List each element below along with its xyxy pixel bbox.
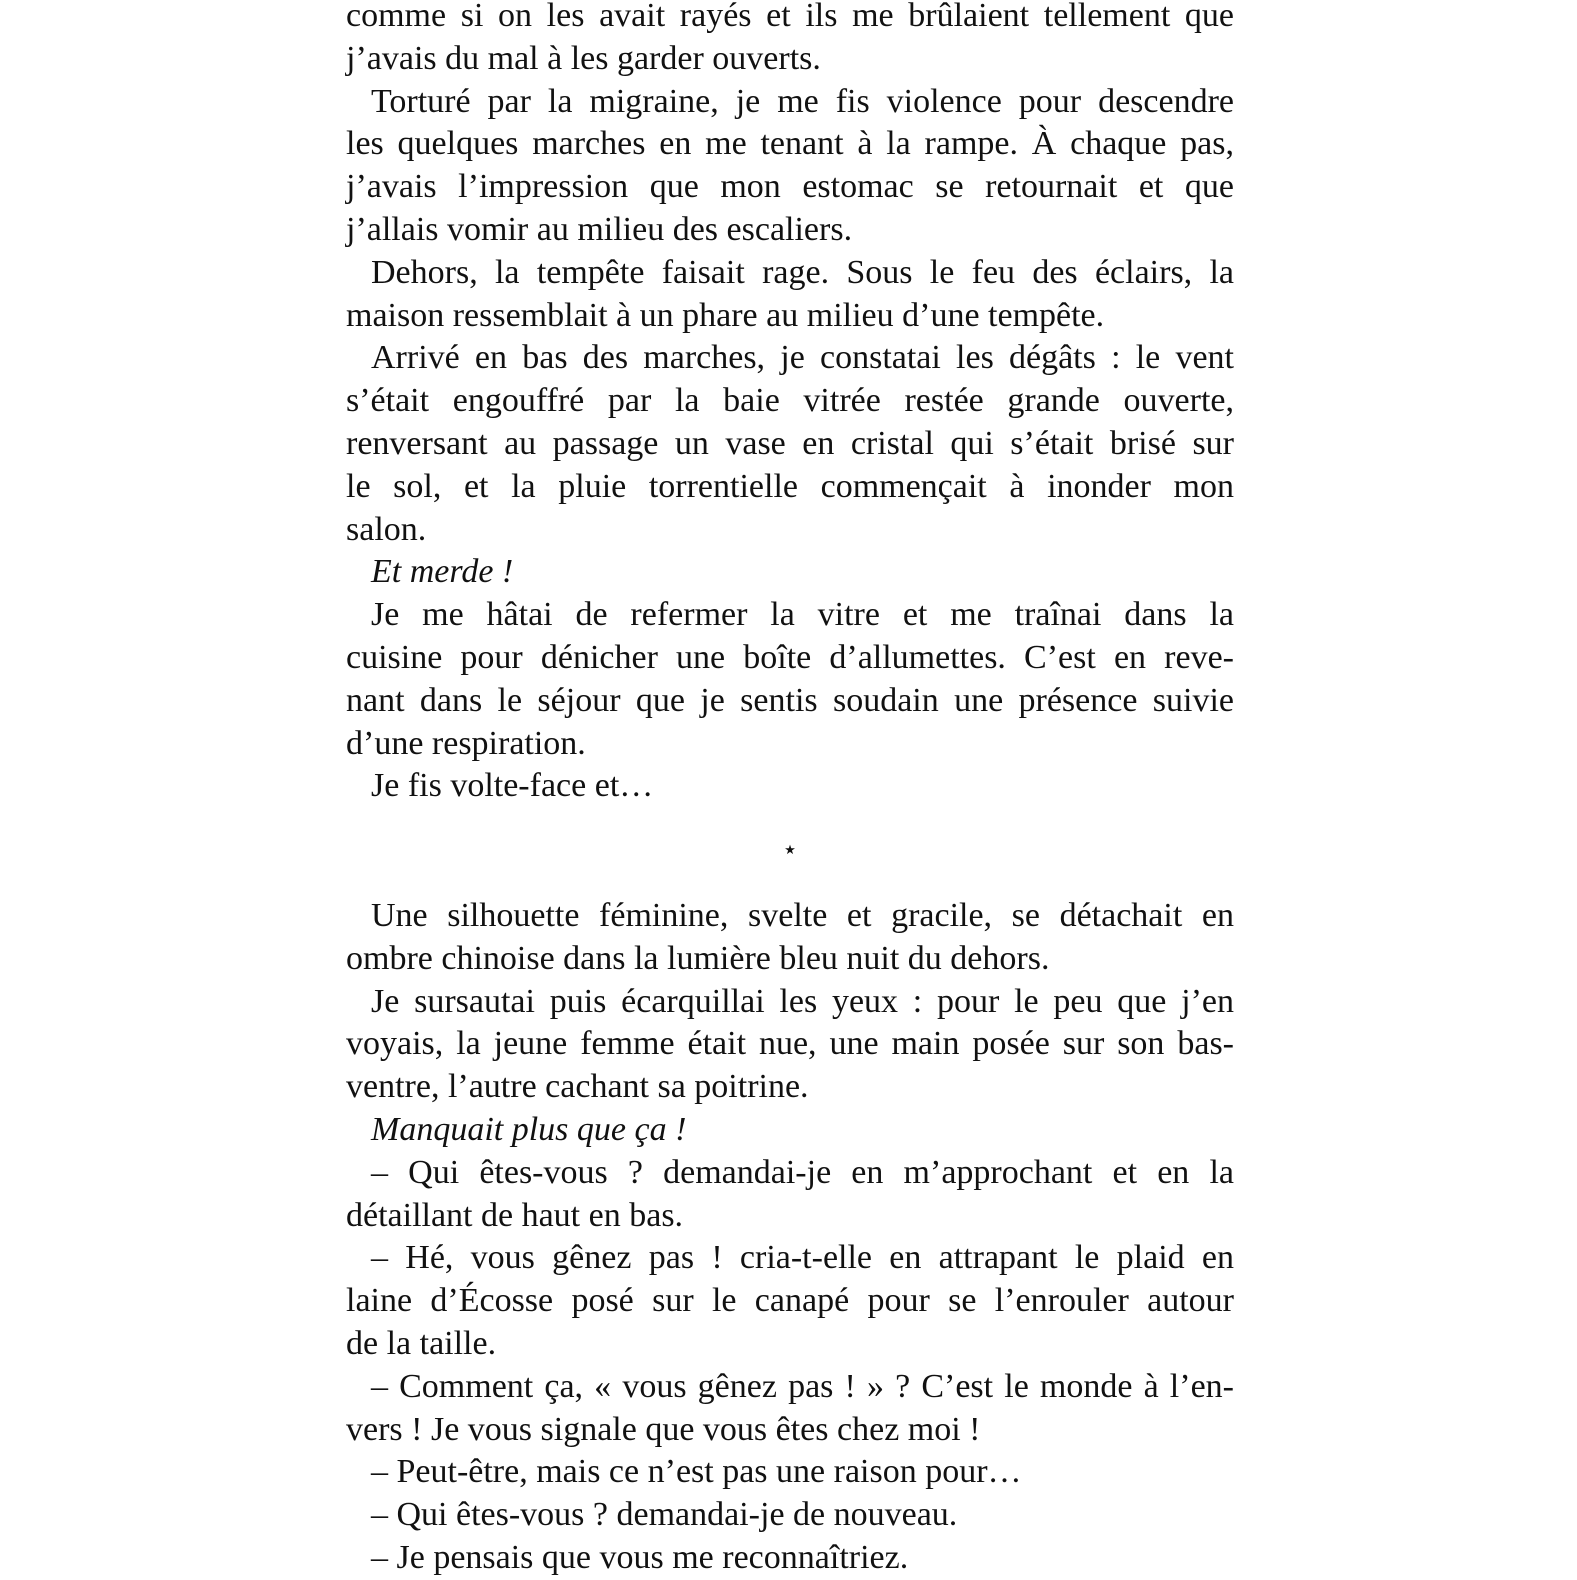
text-line: salon. (346, 510, 427, 548)
text-line: – Comment ça, « vous gênez pas ! » ? C’est le monde à l’en- (371, 1367, 1234, 1405)
text-line: Je sursautai puis écarquillai les yeux : pour le peu que j’en (371, 982, 1234, 1020)
text-line: Je me hâtai de refermer la vitre et me traînai dans la (371, 596, 1234, 634)
text-line: s’était engouffré par la baie vitrée restée grande ouverte, (346, 382, 1234, 420)
text-line: nant dans le séjour que je sentis soudain une présence suivie (346, 681, 1234, 719)
book-page (346, 0, 1234, 1576)
text-line: de la taille. (346, 1324, 497, 1362)
text-line: Je fis volte-face et… (371, 767, 654, 805)
text-line: ventre, l’autre cachant sa poitrine. (346, 1068, 809, 1106)
text-line: Torturé par la migraine, je me fis violence pour descendre (371, 82, 1234, 120)
text-line: Dehors, la tempête faisait rage. Sous le feu des éclairs, la (371, 253, 1234, 291)
section-gap (346, 808, 1234, 829)
text-line: comme si on les avait rayés et ils me brûlaient tellement que (346, 0, 1234, 34)
text-line: j’allais vomir au milieu des escaliers. (346, 210, 853, 248)
text-line: les quelques marches en me tenant à la rampe. À chaque pas, (346, 125, 1234, 163)
text-line: – Qui êtes-vous ? demandai-je en m’approchant et en la (371, 1153, 1234, 1191)
text-line: le sol, et la pluie torrentielle commençait à inonder mon (346, 467, 1234, 505)
section-gap (346, 872, 1234, 895)
text-line-italic: Manquait plus que ça ! (371, 1110, 687, 1148)
text-line: – Qui êtes-vous ? demandai-je de nouveau. (371, 1496, 958, 1534)
text-line: laine d’Écosse posé sur le canapé pour se l’enrouler autour (346, 1282, 1234, 1320)
text-line: d’une respiration. (346, 724, 586, 762)
text-line: Une silhouette féminine, svelte et gracile, se détachait en (371, 896, 1234, 934)
section-break-star: ⋆ (781, 835, 799, 865)
text-line: cuisine pour dénicher une boîte d’allumettes. C’est en reve- (346, 638, 1234, 676)
text-line: – Je pensais que vous me reconnaîtriez. (371, 1538, 909, 1576)
text-line-italic: Et merde ! (371, 553, 514, 591)
text-line: – Hé, vous gênez pas ! cria-t-elle en attrapant le plaid en (371, 1239, 1234, 1277)
text-line: vers ! Je vous signale que vous êtes chez moi ! (346, 1410, 981, 1448)
text-line: j’avais l’impression que mon estomac se retournait et que (346, 168, 1234, 206)
text-line: voyais, la jeune femme était nue, une main posée sur son bas- (346, 1025, 1234, 1063)
text-line: j’avais du mal à les garder ouverts. (346, 39, 821, 77)
text-line: maison ressemblait à un phare au milieu d’une tempête. (346, 296, 1105, 334)
text-line: détaillant de haut en bas. (346, 1196, 684, 1234)
text-line: Arrivé en bas des marches, je constatai les dégâts : le vent (371, 339, 1234, 377)
text-line: – Peut-être, mais ce n’est pas une raison pour… (371, 1453, 1022, 1491)
text-line: ombre chinoise dans la lumière bleu nuit du dehors. (346, 939, 1050, 977)
text-line: renversant au passage un vase en cristal qui s’était brisé sur (346, 424, 1234, 462)
